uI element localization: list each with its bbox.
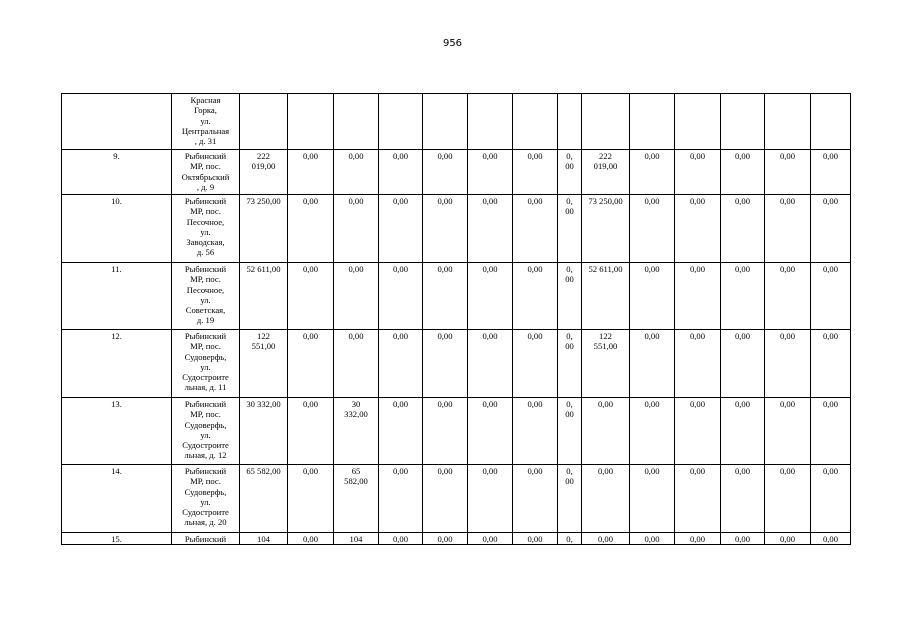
value-cell xyxy=(721,330,765,398)
value-cell xyxy=(765,263,811,330)
address-cell xyxy=(172,195,240,263)
value-cell-text: 0,00 xyxy=(302,399,319,409)
row-number-cell xyxy=(62,465,172,533)
value-cell-text: 0,00 xyxy=(689,466,706,476)
value-cell-text: 30 332,00 xyxy=(344,399,368,420)
value-cell xyxy=(288,94,334,150)
value-cell xyxy=(468,263,513,330)
value-cell xyxy=(240,195,288,263)
value-cell xyxy=(334,533,379,545)
value-cell-text: 0,00 xyxy=(822,264,839,274)
value-cell xyxy=(240,465,288,533)
value-cell-text: 0, 00 xyxy=(565,264,574,285)
value-cell-text: 0,00 xyxy=(392,151,409,161)
value-cell-text: 0,00 xyxy=(527,151,543,161)
table-row xyxy=(62,195,851,263)
value-cell-text: 0,00 xyxy=(482,151,498,161)
value-cell-text: 0,00 xyxy=(779,151,796,161)
value-cell-text: 0,00 xyxy=(302,151,319,161)
value-cell-text: 0,00 xyxy=(302,331,319,341)
value-cell xyxy=(423,263,468,330)
value-cell-text: 0,00 xyxy=(734,196,751,206)
value-cell-text: 0,00 xyxy=(734,264,751,274)
value-cell-text: 0,00 xyxy=(597,534,614,544)
value-cell xyxy=(334,465,379,533)
value-cell xyxy=(468,94,513,150)
table-row xyxy=(62,150,851,195)
value-cell xyxy=(379,465,423,533)
value-cell-text: 0,00 xyxy=(689,196,706,206)
value-cell xyxy=(379,94,423,150)
value-cell xyxy=(558,150,582,195)
value-cell-text: 0,00 xyxy=(689,534,706,544)
address-cell-text: Рыбинский МР, пос. Песочное, ул. Советская, д. 19 xyxy=(184,264,227,326)
value-cell xyxy=(513,263,558,330)
value-cell-text: 65 582,00 xyxy=(246,466,281,476)
value-cell xyxy=(675,330,721,398)
value-cell xyxy=(379,398,423,465)
value-cell-text: 0,00 xyxy=(392,466,409,476)
value-cell-text: 65 582,00 xyxy=(344,466,368,487)
value-cell xyxy=(675,398,721,465)
value-cell xyxy=(513,195,558,263)
value-cell-text: 73 250,00 xyxy=(588,196,623,206)
value-cell xyxy=(765,533,811,545)
value-cell-text: 222 019,00 xyxy=(593,151,618,172)
value-cell xyxy=(721,398,765,465)
value-cell-text: 0,00 xyxy=(482,196,498,206)
value-cell-text: 0,00 xyxy=(597,399,614,409)
value-cell-text: 0,00 xyxy=(527,331,543,341)
value-cell-text: 30 332,00 xyxy=(246,399,281,409)
value-cell xyxy=(811,330,851,398)
value-cell xyxy=(721,195,765,263)
value-cell xyxy=(468,195,513,263)
value-cell xyxy=(582,94,630,150)
value-cell-text: 0,00 xyxy=(779,196,796,206)
value-cell-text: 0,00 xyxy=(392,196,409,206)
value-cell xyxy=(423,465,468,533)
row-number-cell xyxy=(62,398,172,465)
address-cell xyxy=(172,150,240,195)
value-cell xyxy=(468,150,513,195)
value-cell xyxy=(558,330,582,398)
value-cell-text: 52 611,00 xyxy=(246,264,281,274)
value-cell xyxy=(513,465,558,533)
value-cell xyxy=(379,330,423,398)
value-cell xyxy=(558,465,582,533)
table-row xyxy=(62,263,851,330)
value-cell xyxy=(423,195,468,263)
value-cell xyxy=(379,263,423,330)
value-cell-text: 0,00 xyxy=(302,264,319,274)
table-body xyxy=(62,94,851,545)
value-cell xyxy=(558,94,582,150)
value-cell xyxy=(811,398,851,465)
value-cell xyxy=(721,465,765,533)
value-cell xyxy=(334,195,379,263)
value-cell xyxy=(811,465,851,533)
value-cell-text: 0,00 xyxy=(689,264,706,274)
value-cell-text: 0,00 xyxy=(597,466,614,476)
value-cell xyxy=(288,263,334,330)
value-cell xyxy=(582,398,630,465)
row-number-cell xyxy=(62,195,172,263)
value-cell xyxy=(288,150,334,195)
value-cell xyxy=(423,94,468,150)
value-cell xyxy=(379,150,423,195)
value-cell xyxy=(288,465,334,533)
value-cell xyxy=(379,195,423,263)
value-cell-text: 122 551,00 xyxy=(251,331,276,352)
value-cell xyxy=(423,533,468,545)
value-cell xyxy=(513,330,558,398)
value-cell xyxy=(558,533,582,545)
value-cell xyxy=(721,263,765,330)
value-cell xyxy=(630,150,675,195)
value-cell xyxy=(582,150,630,195)
value-cell-text: 0,00 xyxy=(822,196,839,206)
table-row xyxy=(62,465,851,533)
value-cell xyxy=(765,150,811,195)
address-cell-text: Рыбинский МР, пос. Песочное, ул. Заводская, д. 56 xyxy=(184,196,227,258)
value-cell xyxy=(630,330,675,398)
value-cell xyxy=(240,150,288,195)
value-cell-text: 73 250,00 xyxy=(246,196,281,206)
value-cell-text: 0,00 xyxy=(689,151,706,161)
value-cell-text: 0, 00 xyxy=(565,331,574,352)
value-cell xyxy=(240,330,288,398)
table-row xyxy=(62,330,851,398)
value-cell-text: 0,00 xyxy=(302,534,319,544)
address-cell-text: Рыбинский МР, пос. Судоверфь, ул. Судостроите льная, д. 20 xyxy=(182,466,229,528)
value-cell xyxy=(811,195,851,263)
address-cell-text: Рыбинский xyxy=(184,534,227,544)
value-cell-text: 0,00 xyxy=(392,331,409,341)
value-cell xyxy=(513,533,558,545)
value-cell xyxy=(240,398,288,465)
value-cell xyxy=(513,398,558,465)
value-cell xyxy=(582,533,630,545)
value-cell-text: 0,00 xyxy=(644,534,660,544)
value-cell xyxy=(630,195,675,263)
value-cell-text: 0,00 xyxy=(779,534,796,544)
value-cell-text: 0,00 xyxy=(437,331,453,341)
value-cell xyxy=(630,398,675,465)
row-number-cell-text: 13. xyxy=(111,399,122,409)
value-cell-text: 0,00 xyxy=(644,264,660,274)
value-cell xyxy=(423,150,468,195)
value-cell xyxy=(288,533,334,545)
value-cell xyxy=(423,398,468,465)
value-cell xyxy=(765,195,811,263)
value-cell-text: 0,00 xyxy=(779,399,796,409)
value-cell-text: 0,00 xyxy=(437,466,453,476)
value-cell-text: 0,00 xyxy=(822,151,839,161)
value-cell xyxy=(558,398,582,465)
value-cell-text: 0,00 xyxy=(734,399,751,409)
value-cell xyxy=(675,465,721,533)
value-cell xyxy=(334,94,379,150)
value-cell xyxy=(765,94,811,150)
value-cell-text: 0,00 xyxy=(392,399,409,409)
value-cell xyxy=(334,330,379,398)
value-cell xyxy=(675,195,721,263)
value-cell xyxy=(513,150,558,195)
value-cell-text: 0,00 xyxy=(734,466,751,476)
value-cell-text: 0,00 xyxy=(527,534,543,544)
row-number-cell xyxy=(62,150,172,195)
row-number-cell xyxy=(62,94,172,150)
value-cell-text: 0,00 xyxy=(734,151,751,161)
value-cell-text: 0,00 xyxy=(689,399,706,409)
value-cell xyxy=(630,533,675,545)
address-cell-text: Красная Горка, ул. Центральная , д. 31 xyxy=(181,95,230,147)
value-cell-text: 0,00 xyxy=(437,399,453,409)
value-cell xyxy=(379,533,423,545)
value-cell-text: 0,00 xyxy=(348,264,364,274)
value-cell-text: 0,00 xyxy=(644,399,660,409)
value-cell xyxy=(468,330,513,398)
value-cell xyxy=(468,533,513,545)
value-cell-text: 122 551,00 xyxy=(593,331,618,352)
address-cell xyxy=(172,398,240,465)
value-cell-text: 0,00 xyxy=(437,196,453,206)
value-cell-text: 0,00 xyxy=(482,466,498,476)
value-cell xyxy=(558,263,582,330)
value-cell-text: 0,00 xyxy=(482,399,498,409)
value-cell-text: 0,00 xyxy=(348,331,364,341)
value-cell-text: 0,00 xyxy=(779,466,796,476)
value-cell xyxy=(811,150,851,195)
row-number-cell xyxy=(62,330,172,398)
value-cell-text: 0, 00 xyxy=(565,196,574,217)
table-row xyxy=(62,94,851,150)
value-cell xyxy=(582,465,630,533)
value-cell xyxy=(675,263,721,330)
value-cell-text: 0,00 xyxy=(822,331,839,341)
value-cell xyxy=(558,195,582,263)
value-cell-text: 0,00 xyxy=(302,466,319,476)
value-cell-text: 0,00 xyxy=(527,196,543,206)
value-cell-text: 0,00 xyxy=(734,534,751,544)
value-cell xyxy=(630,465,675,533)
row-number-cell xyxy=(62,533,172,545)
value-cell-text: 0,00 xyxy=(437,534,453,544)
value-cell xyxy=(582,195,630,263)
value-cell xyxy=(721,533,765,545)
value-cell xyxy=(468,398,513,465)
value-cell xyxy=(468,465,513,533)
row-number-cell-text: 9. xyxy=(113,151,120,161)
value-cell-text: 0,00 xyxy=(527,466,543,476)
value-cell-text: 0,00 xyxy=(644,466,660,476)
value-cell-text: 0,00 xyxy=(779,331,796,341)
value-cell-text: 0,00 xyxy=(779,264,796,274)
value-cell xyxy=(423,330,468,398)
page-number: 956 xyxy=(442,38,463,49)
address-cell xyxy=(172,94,240,150)
value-cell-text: 0, 00 xyxy=(565,466,574,487)
data-table xyxy=(61,93,851,545)
value-cell xyxy=(765,398,811,465)
value-cell-text: 0, xyxy=(566,534,573,544)
value-cell-text: 0,00 xyxy=(437,151,453,161)
value-cell xyxy=(811,533,851,545)
value-cell xyxy=(630,94,675,150)
value-cell-text: 0,00 xyxy=(527,399,543,409)
value-cell-text: 104 xyxy=(349,534,363,544)
value-cell xyxy=(630,263,675,330)
value-cell-text: 104 xyxy=(257,534,270,544)
value-cell-text: 0,00 xyxy=(302,196,319,206)
table-row xyxy=(62,533,851,545)
value-cell-text: 0,00 xyxy=(527,264,543,274)
value-cell-text: 0,00 xyxy=(437,264,453,274)
value-cell xyxy=(765,330,811,398)
value-cell-text: 0,00 xyxy=(348,196,364,206)
value-cell-text: 0,00 xyxy=(482,331,498,341)
value-cell xyxy=(288,195,334,263)
address-cell-text: Рыбинский МР, пос. Судоверфь, ул. Судостроите льная, д. 11 xyxy=(182,331,229,393)
value-cell-text: 0, 00 xyxy=(565,399,574,420)
value-cell xyxy=(721,94,765,150)
value-cell xyxy=(334,398,379,465)
value-cell-text: 0,00 xyxy=(644,151,660,161)
value-cell xyxy=(334,150,379,195)
value-cell-text: 0,00 xyxy=(392,534,409,544)
row-number-cell xyxy=(62,263,172,330)
value-cell-text: 222 019,00 xyxy=(251,151,276,172)
value-cell-text: 0,00 xyxy=(689,331,706,341)
table-row xyxy=(62,398,851,465)
value-cell xyxy=(675,150,721,195)
value-cell-text: 0,00 xyxy=(644,196,660,206)
value-cell xyxy=(811,94,851,150)
value-cell-text: 0,00 xyxy=(482,534,498,544)
value-cell xyxy=(675,94,721,150)
value-cell-text: 0,00 xyxy=(348,151,364,161)
value-cell xyxy=(288,398,334,465)
value-cell xyxy=(582,263,630,330)
value-cell xyxy=(721,150,765,195)
row-number-cell-text: 11. xyxy=(111,264,122,274)
value-cell-text: 0,00 xyxy=(822,534,839,544)
value-cell xyxy=(675,533,721,545)
value-cell xyxy=(288,330,334,398)
value-cell xyxy=(240,94,288,150)
value-cell xyxy=(513,94,558,150)
row-number-cell-text: 12. xyxy=(111,331,122,341)
value-cell-text: 0,00 xyxy=(482,264,498,274)
value-cell-text: 52 611,00 xyxy=(588,264,623,274)
value-cell-text: 0, 00 xyxy=(565,151,574,172)
address-cell xyxy=(172,465,240,533)
value-cell xyxy=(811,263,851,330)
address-cell xyxy=(172,263,240,330)
value-cell-text: 0,00 xyxy=(822,466,839,476)
address-cell xyxy=(172,330,240,398)
value-cell xyxy=(582,330,630,398)
value-cell xyxy=(765,465,811,533)
value-cell-text: 0,00 xyxy=(644,331,660,341)
value-cell-text: 0,00 xyxy=(822,399,839,409)
row-number-cell-text: 14. xyxy=(111,466,122,476)
row-number-cell-text: 10. xyxy=(111,196,122,206)
address-cell xyxy=(172,533,240,545)
row-number-cell-text: 15. xyxy=(111,534,122,544)
address-cell-text: Рыбинский МР, пос. Октябрьский , д. 9 xyxy=(181,151,230,192)
value-cell-text: 0,00 xyxy=(392,264,409,274)
value-cell xyxy=(240,533,288,545)
address-cell-text: Рыбинский МР, пос. Судоверфь, ул. Судостроите льная, д. 12 xyxy=(182,399,229,461)
value-cell-text: 0,00 xyxy=(734,331,751,341)
value-cell xyxy=(334,263,379,330)
value-cell xyxy=(240,263,288,330)
